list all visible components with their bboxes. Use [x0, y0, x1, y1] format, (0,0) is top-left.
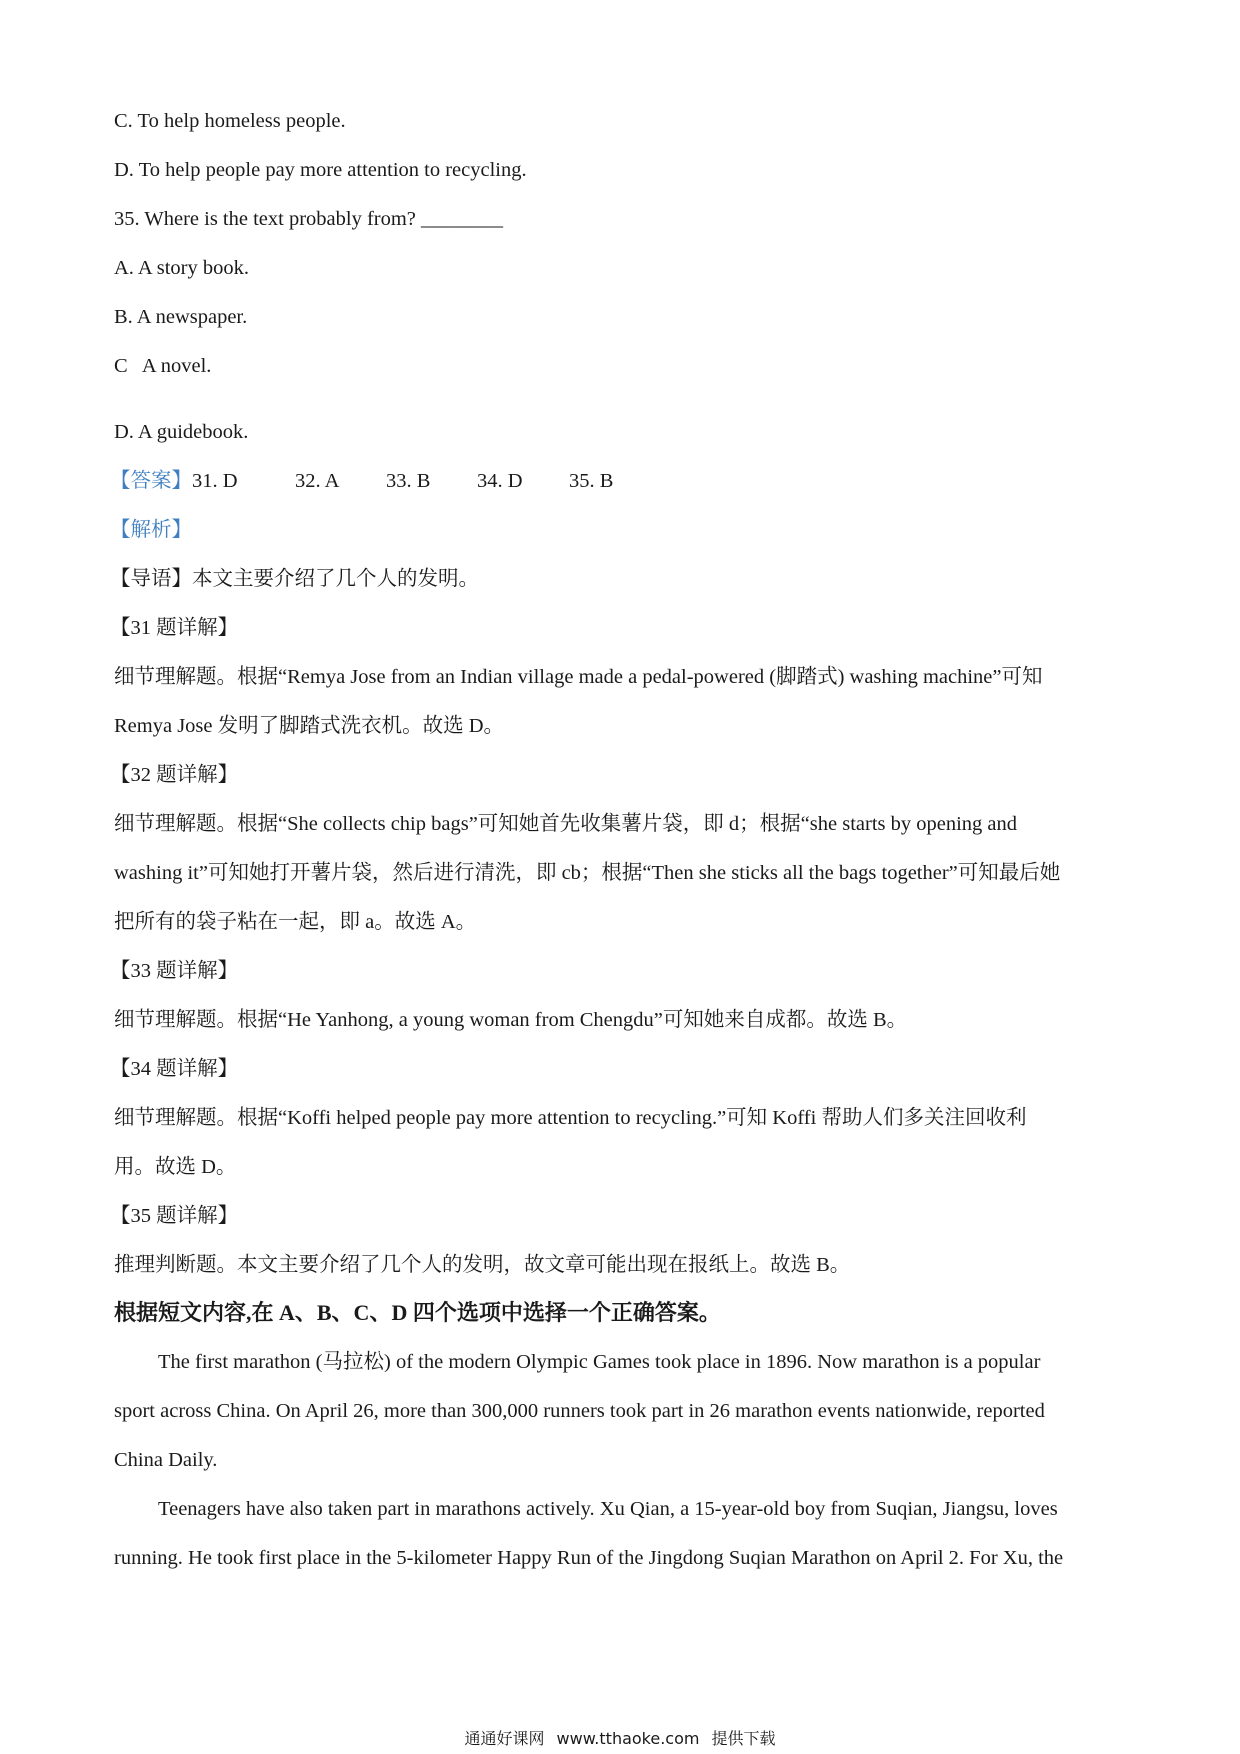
- option-d-q34: D. To help people pay more attention to recycling.: [114, 159, 527, 181]
- footer-site-name: 通通好课网: [464, 1729, 545, 1748]
- q35-heading: 【35 题详解】: [110, 1205, 239, 1227]
- analysis-label: 【解析】: [110, 519, 192, 541]
- q32-text: washing it”可知她打开薯片袋，然后进行清洗，即 cb；根据“Then she sticks all the bags together”可知最后她: [114, 862, 1061, 884]
- option-c-q34: C. To help homeless people.: [114, 110, 346, 132]
- option-c-q35: C A novel.: [114, 355, 212, 377]
- passage-paragraph-line: running. He took first place in the 5-kilometer Happy Run of the Jingdong Suqian Marathon on April 2. For Xu, the: [114, 1547, 1064, 1569]
- footer-download: 提供下载: [711, 1729, 776, 1748]
- option-d-q35: D. A guidebook.: [114, 421, 249, 443]
- q31-text: 细节理解题。根据“Remya Jose from an Indian village made a pedal-powered (脚踏式) washing machine”可知: [114, 666, 1043, 688]
- analysis-intro: 【导语】本文主要介绍了几个人的发明。: [110, 568, 479, 590]
- q33-heading: 【33 题详解】: [110, 960, 239, 982]
- footer-url[interactable]: www.tthaoke.com: [556, 1729, 700, 1748]
- answer-item: 32. A: [295, 470, 340, 492]
- answer-item: 34. D: [477, 470, 523, 492]
- passage-paragraph-line: China Daily.: [114, 1449, 218, 1471]
- q34-text: 用。故选 D。: [114, 1156, 237, 1178]
- answer-item: 31. D: [192, 470, 238, 492]
- q33-text: 细节理解题。根据“He Yanhong, a young woman from Chengdu”可知她来自成都。故选 B。: [114, 1009, 908, 1031]
- passage-paragraph-line: sport across China. On April 26, more than 300,000 runners took part in 26 marathon events nationwide, reported: [114, 1400, 1045, 1422]
- section-instruction: 根据短文内容,在 A、B、C、D 四个选项中选择一个正确答案。: [114, 1300, 721, 1325]
- q32-text: 细节理解题。根据“She collects chip bags”可知她首先收集薯片袋，即 d；根据“she starts by opening and: [114, 813, 1018, 835]
- q32-heading: 【32 题详解】: [110, 764, 239, 786]
- answer-row: [110, 468, 613, 494]
- question-35: 35. Where is the text probably from? ________: [114, 208, 504, 230]
- option-a-q35: A. A story book.: [114, 257, 249, 279]
- q32-text: 把所有的袋子粘在一起，即 a。故选 A。: [114, 911, 477, 933]
- answer-label: 【答案】: [110, 470, 192, 492]
- passage-paragraph-line: The first marathon (马拉松) of the modern Olympic Games took place in 1896. Now marathon is a popular: [158, 1351, 1041, 1373]
- q31-text: Remya Jose 发明了脚踏式洗衣机。故选 D。: [114, 715, 505, 737]
- option-b-q35: B. A newspaper.: [114, 306, 248, 328]
- answer-item: 35. B: [569, 470, 614, 492]
- page-footer: [0, 1729, 1240, 1749]
- answer-item: 33. B: [386, 470, 431, 492]
- q34-text: 细节理解题。根据“Koffi helped people pay more attention to recycling.”可知 Koffi 帮助人们多关注回收利: [114, 1107, 1027, 1129]
- q31-heading: 【31 题详解】: [110, 617, 239, 639]
- passage-paragraph-line: Teenagers have also taken part in marathons actively. Xu Qian, a 15-year-old boy from Suqian, Jiangsu, loves: [158, 1498, 1058, 1520]
- q35-text: 推理判断题。本文主要介绍了几个人的发明，故文章可能出现在报纸上。故选 B。: [114, 1254, 851, 1276]
- q34-heading: 【34 题详解】: [110, 1058, 239, 1080]
